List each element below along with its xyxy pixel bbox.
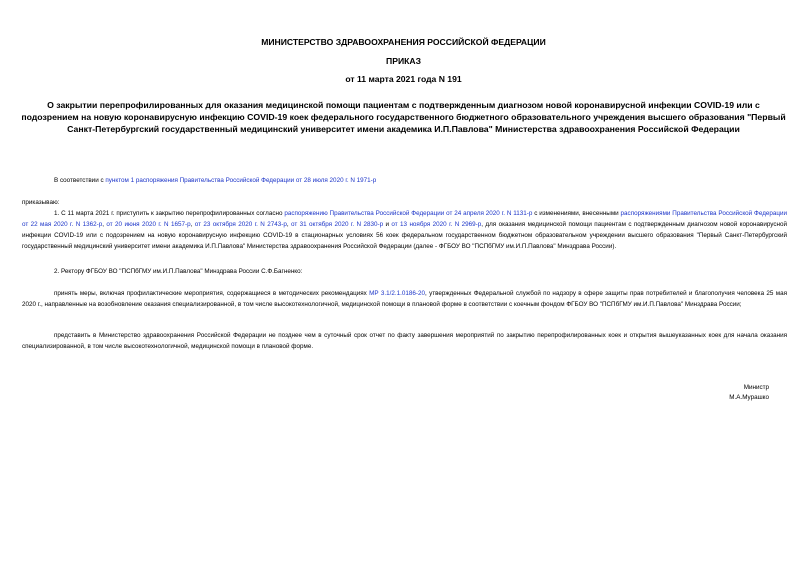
intro-prefix: В соответствии с xyxy=(54,177,106,184)
ministry-heading: МИНИСТЕРСТВО ЗДРАВООХРАНЕНИЯ РОССИЙСКОЙ ФЕДЕРАЦИИ xyxy=(261,37,546,47)
p3-text-b: , утвержденных Федеральной службой по надзору в сфере защиты прав потребителей и благополучия человека 25 мая 2020 г., направленные на возобновление оказания специализированной, в том числе высокотехнологичной, медицинской помощи в плановой форме в соответствии с коечным фондом ФГБОУ ВО "ПСПбГМУ им.И.П.Павлова" Минздрава России; xyxy=(22,290,787,308)
orders-word: приказываю: xyxy=(22,199,60,206)
document-type: ПРИКАЗ xyxy=(386,56,421,66)
p1-link-6[interactable]: от 13 ноября 2020 г. N 2969-р xyxy=(391,221,482,228)
intro-paragraph xyxy=(22,175,787,186)
p1-link-3[interactable]: от 20 июня 2020 г. N 1657-р xyxy=(106,221,191,228)
p1-text-f: и xyxy=(383,221,392,228)
p1-text-a: 1. С 11 марта 2021 г. приступить к закрытию перепрофилированных согласно xyxy=(54,210,285,217)
p1-text-b: с изменениями, внесенными xyxy=(532,210,621,217)
p1-link-4[interactable]: от 23 октября 2020 г. N 2743-р xyxy=(194,221,287,228)
p3-link[interactable]: МР 3.1/2.1.0186-20 xyxy=(369,290,426,297)
signature-name: М.А.Мурашко xyxy=(729,394,769,401)
p1-text-c: , xyxy=(102,221,107,228)
intro-link[interactable]: пунктом 1 распоряжения Правительства Российской Федерации от 28 июля 2020 г. N 1971-р xyxy=(105,177,377,184)
document-title: О закрытии перепрофилированных для оказания медицинской помощи пациентам с подтвержденным диагнозом новой коронавирусной инфекции COVID-19 или с подозрением на новую коронавирусную инфекцию COVID-19 коек федерального государственного бюджетного образовательного учреждения высшего образования "Первый Санкт-Петербургский государственный медицинский университет имени академика И.П.Павлова" Министерства здравоохранения Российской Федерации xyxy=(21,100,786,134)
p1-link-2[interactable]: распоряжениями Правительства Российской Федерации от 22 мая 2020 г. N 1362-р xyxy=(22,210,788,228)
p1-link-5[interactable]: от 31 октября 2020 г. N 2830-р xyxy=(290,221,384,228)
document-date-number: от 11 марта 2021 года N 191 xyxy=(345,74,462,84)
p1-link-1[interactable]: распоряжению Правительства Российской Федерации от 24 апреля 2020 г. N 1131-р xyxy=(284,210,533,217)
p1-text-g: , для оказания медицинской помощи пациентам с подтвержденным диагнозом новой коронавирусной инфекции COVID-19 или с подозрением на новую коронавирусную инфекцию COVID-19 в стационарных условиях 56 коек федеральном государственном бюджетном образовательном учреждении высшего образования "Первый Санкт-Петербургский государственный медицинский университет имени академика И.П.Павлова" Министерства здравоохранения Российской Федерации (далее - ФГБОУ ВО "ПСПбГМУ им.И.П.Павлова" Минздрава России). xyxy=(22,221,787,250)
p1-text-e: , xyxy=(286,221,291,228)
signature-position: Министр xyxy=(743,384,769,391)
paragraph-4: представить в Министерство здравоохранения Российской Федерации не позднее чем в суточный срок отчет по факту завершения мероприятий по закрытию перепрофилированных коек и открытия вышеуказанных коек для начала оказания специализированной, в том числе высокотехнологичной, медицинской помощи в плановой форме. xyxy=(22,332,787,350)
p3-text-a: принять меры, включая профилактические мероприятия, содержащиеся в методических рекомендациях xyxy=(54,290,370,297)
paragraph-1 xyxy=(22,208,787,252)
paragraph-2: 2. Ректору ФГБОУ ВО "ПСПбГМУ им.И.П.Павлова" Минздрава России С.Ф.Багненко: xyxy=(54,268,303,275)
p1-text-d: , xyxy=(190,221,195,228)
paragraph-3 xyxy=(22,288,787,310)
